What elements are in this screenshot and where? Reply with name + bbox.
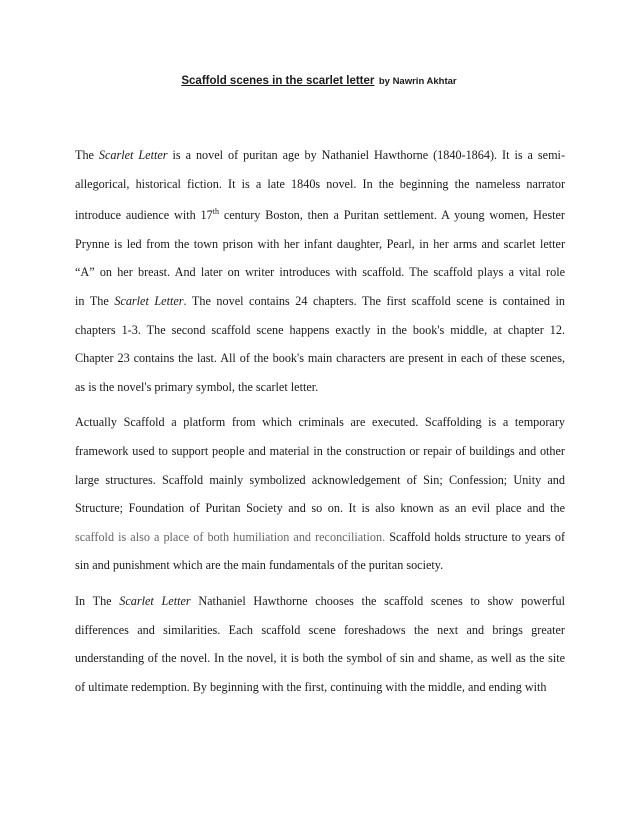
text-run: The	[75, 148, 99, 162]
text-line	[75, 373, 565, 402]
text-line	[75, 170, 565, 199]
text-run: Chapter 23 contains the last. All of the book's main characters are present in each of these scenes,	[75, 351, 565, 366]
text-line	[75, 287, 565, 316]
text-run: understanding of the novel. In the novel, it is both the symbol of sin and shame, as well as the site	[75, 651, 565, 666]
document-title: Scaffold scenes in the scarlet letter	[181, 75, 375, 87]
text-line	[75, 437, 565, 466]
text-line	[75, 316, 565, 345]
text-run: sin and punishment which are the main fundamentals of the puritan society.	[75, 558, 444, 573]
text-run: “A” on her breast. And later on writer introduces with scaffold. The scaffold plays a vital role	[75, 265, 565, 280]
text-run: allegorical, historical fiction. It is a late 1840s novel. In the beginning the nameless narrator	[75, 176, 565, 191]
book-title-italic: Scarlet Letter	[114, 293, 184, 308]
text-run: Prynne is led from the town prison with her infant daughter, Pearl, in her arms and scarlet letter	[75, 236, 565, 251]
paragraph	[75, 141, 565, 401]
document-heading	[0, 71, 638, 89]
text-line	[75, 466, 565, 495]
text-line	[75, 230, 565, 259]
book-title-italic: Scarlet Letter	[98, 148, 168, 162]
text-run: framework used to support people and material in the construction or repair of buildings and other	[75, 443, 565, 458]
text-line	[75, 141, 565, 170]
text-run: large structures. Scaffold mainly symbolized acknowledgement of Sin; Confession; Unity and	[75, 472, 565, 487]
text-line	[75, 551, 565, 580]
text-run: Structure; Foundation of Puritan Society and so on. It is also known as an evil place and the	[75, 501, 565, 516]
text-run: In The	[75, 593, 120, 608]
text-line	[75, 258, 565, 287]
text-line	[75, 344, 565, 373]
paragraph	[75, 587, 565, 701]
text-run: century Boston, then a Puritan settlement. A young women, Hester	[218, 208, 565, 223]
text-run: introduce audience with 17	[75, 208, 213, 223]
text-run: of ultimate redemption. By beginning with the first, continuing with the middle, and ending with	[75, 679, 547, 694]
text-run: differences and similarities. Each scaffold scene foreshadows the next and brings greater	[75, 622, 565, 637]
text-line	[75, 523, 565, 552]
text-run: . The novel contains 24 chapters. The first scaffold scene is contained in	[183, 293, 565, 308]
text-run: chapters 1-3. The second scaffold scene happens exactly in the book's middle, at chapter 12.	[75, 322, 565, 337]
text-run: Nathaniel Hawthorne chooses the scaffold scenes to show powerful	[190, 593, 566, 608]
text-run: is a novel of puritan age by Nathaniel Hawthorne (1840-1864). It is a semi-	[167, 148, 565, 162]
text-run: Scaffold holds structure to years of	[385, 529, 565, 544]
document-author: by Nawrin Akhtar	[378, 76, 457, 87]
text-run: in The	[75, 293, 115, 308]
paragraph	[75, 408, 565, 580]
grey-text-run: scaffold is also a place of both humiliation and reconciliation.	[75, 529, 386, 544]
text-line	[75, 198, 565, 230]
document-body	[75, 141, 565, 708]
text-line	[75, 587, 565, 616]
text-run: Actually Scaffold a platform from which criminals are executed. Scaffolding is a temporary	[75, 415, 565, 430]
text-run: as is the novel's primary symbol, the scarlet letter.	[75, 379, 319, 394]
text-line	[75, 644, 565, 673]
text-line	[75, 408, 565, 437]
book-title-italic: Scarlet Letter	[119, 593, 191, 608]
text-line	[75, 616, 565, 645]
text-line	[75, 494, 565, 523]
superscript: th	[212, 207, 219, 217]
text-line	[75, 673, 565, 702]
